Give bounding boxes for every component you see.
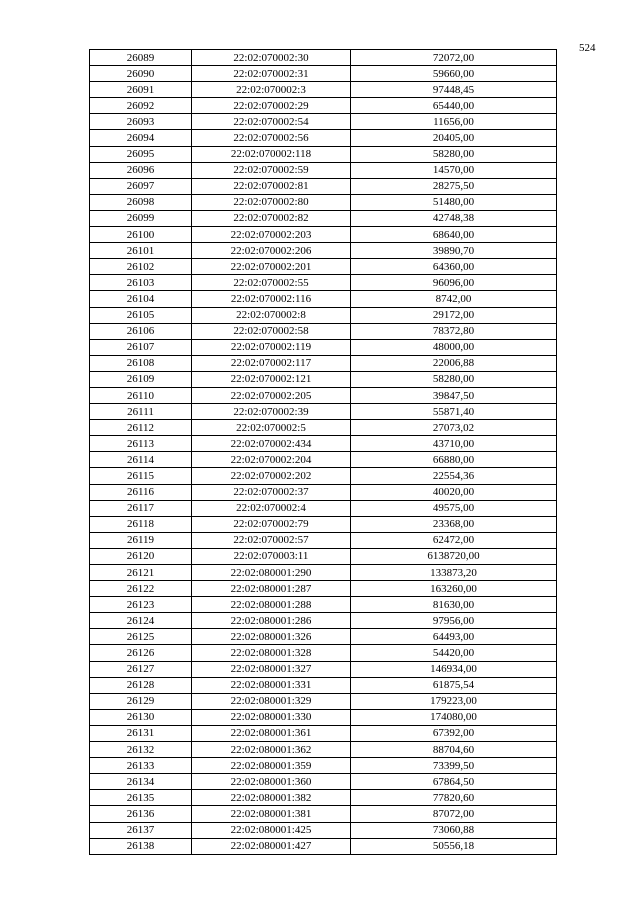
table-row xyxy=(90,82,557,98)
table-row xyxy=(90,178,557,194)
table-row xyxy=(90,613,557,629)
row-number-cell: 26117 xyxy=(90,500,192,516)
cadastral-number-cell: 22:02:070002:39 xyxy=(192,404,351,420)
cadastral-number-cell: 22:02:070002:56 xyxy=(192,130,351,146)
cadastral-number-cell: 22:02:070002:203 xyxy=(192,227,351,243)
row-number-cell: 26106 xyxy=(90,323,192,339)
value-cell: 59660,00 xyxy=(351,66,557,82)
cadastral-number-cell: 22:02:070002:201 xyxy=(192,259,351,275)
row-number-cell: 26128 xyxy=(90,677,192,693)
table-row xyxy=(90,532,557,548)
cadastral-number-cell: 22:02:070002:205 xyxy=(192,387,351,403)
value-cell: 65440,00 xyxy=(351,98,557,114)
table-row xyxy=(90,548,557,564)
row-number-cell: 26094 xyxy=(90,130,192,146)
row-number-cell: 26131 xyxy=(90,725,192,741)
cadastral-number-cell: 22:02:070002:204 xyxy=(192,452,351,468)
table-row xyxy=(90,355,557,371)
table-row xyxy=(90,146,557,162)
row-number-cell: 26124 xyxy=(90,613,192,629)
table-row xyxy=(90,323,557,339)
row-number-cell: 26100 xyxy=(90,227,192,243)
value-cell: 51480,00 xyxy=(351,194,557,210)
row-number-cell: 26092 xyxy=(90,98,192,114)
row-number-cell: 26108 xyxy=(90,355,192,371)
value-cell: 40020,00 xyxy=(351,484,557,500)
table-row xyxy=(90,709,557,725)
value-cell: 22006,88 xyxy=(351,355,557,371)
cadastral-number-cell: 22:02:080001:425 xyxy=(192,822,351,838)
page-number: 524 xyxy=(579,42,596,54)
cadastral-number-cell: 22:02:070002:55 xyxy=(192,275,351,291)
value-cell: 77820,60 xyxy=(351,790,557,806)
value-cell: 50556,18 xyxy=(351,838,557,854)
row-number-cell: 26107 xyxy=(90,339,192,355)
value-cell: 67864,50 xyxy=(351,774,557,790)
value-cell: 62472,00 xyxy=(351,532,557,548)
value-cell: 179223,00 xyxy=(351,693,557,709)
row-number-cell: 26097 xyxy=(90,178,192,194)
cadastral-number-cell: 22:02:070002:54 xyxy=(192,114,351,130)
value-cell: 23368,00 xyxy=(351,516,557,532)
cadastral-number-cell: 22:02:070002:59 xyxy=(192,162,351,178)
cadastral-number-cell: 22:02:070002:81 xyxy=(192,178,351,194)
cadastral-number-cell: 22:02:070002:116 xyxy=(192,291,351,307)
value-cell: 174080,00 xyxy=(351,709,557,725)
cadastral-number-cell: 22:02:080001:427 xyxy=(192,838,351,854)
row-number-cell: 26122 xyxy=(90,581,192,597)
value-cell: 54420,00 xyxy=(351,645,557,661)
value-cell: 81630,00 xyxy=(351,597,557,613)
table-row xyxy=(90,597,557,613)
table-row xyxy=(90,822,557,838)
value-cell: 49575,00 xyxy=(351,500,557,516)
cadastral-number-cell: 22:02:070002:30 xyxy=(192,50,351,66)
table-row xyxy=(90,339,557,355)
table-row xyxy=(90,404,557,420)
table-row xyxy=(90,275,557,291)
row-number-cell: 26115 xyxy=(90,468,192,484)
value-cell: 88704,60 xyxy=(351,742,557,758)
row-number-cell: 26090 xyxy=(90,66,192,82)
value-cell: 87072,00 xyxy=(351,806,557,822)
value-cell: 163260,00 xyxy=(351,581,557,597)
cadastral-number-cell: 22:02:070002:3 xyxy=(192,82,351,98)
cadastral-number-cell: 22:02:070002:8 xyxy=(192,307,351,323)
row-number-cell: 26096 xyxy=(90,162,192,178)
table-row xyxy=(90,693,557,709)
value-cell: 61875,54 xyxy=(351,677,557,693)
table-row xyxy=(90,194,557,210)
row-number-cell: 26113 xyxy=(90,436,192,452)
value-cell: 20405,00 xyxy=(351,130,557,146)
table-row xyxy=(90,420,557,436)
table-row xyxy=(90,725,557,741)
cadastral-number-cell: 22:02:070002:5 xyxy=(192,420,351,436)
table-row xyxy=(90,742,557,758)
table-row xyxy=(90,243,557,259)
cadastral-number-cell: 22:02:080001:361 xyxy=(192,725,351,741)
row-number-cell: 26095 xyxy=(90,146,192,162)
value-cell: 72072,00 xyxy=(351,50,557,66)
row-number-cell: 26114 xyxy=(90,452,192,468)
value-cell: 64360,00 xyxy=(351,259,557,275)
cadastral-number-cell: 22:02:080001:327 xyxy=(192,661,351,677)
cadastral-number-cell: 22:02:080001:381 xyxy=(192,806,351,822)
row-number-cell: 26099 xyxy=(90,210,192,226)
cadastral-number-cell: 22:02:070002:206 xyxy=(192,243,351,259)
row-number-cell: 26130 xyxy=(90,709,192,725)
value-cell: 73399,50 xyxy=(351,758,557,774)
table-row xyxy=(90,114,557,130)
table-row xyxy=(90,436,557,452)
row-number-cell: 26104 xyxy=(90,291,192,307)
cadastral-number-cell: 22:02:080001:288 xyxy=(192,597,351,613)
value-cell: 8742,00 xyxy=(351,291,557,307)
row-number-cell: 26132 xyxy=(90,742,192,758)
value-cell: 6138720,00 xyxy=(351,548,557,564)
cadastral-number-cell: 22:02:070002:118 xyxy=(192,146,351,162)
table-row xyxy=(90,259,557,275)
value-cell: 58280,00 xyxy=(351,146,557,162)
cadastral-number-cell: 22:02:080001:287 xyxy=(192,581,351,597)
table-row xyxy=(90,452,557,468)
cadastral-number-cell: 22:02:070002:31 xyxy=(192,66,351,82)
row-number-cell: 26105 xyxy=(90,307,192,323)
value-cell: 14570,00 xyxy=(351,162,557,178)
row-number-cell: 26116 xyxy=(90,484,192,500)
cadastral-number-cell: 22:02:080001:330 xyxy=(192,709,351,725)
row-number-cell: 26120 xyxy=(90,548,192,564)
cadastral-number-cell: 22:02:080001:290 xyxy=(192,565,351,581)
value-cell: 28275,50 xyxy=(351,178,557,194)
row-number-cell: 26133 xyxy=(90,758,192,774)
row-number-cell: 26091 xyxy=(90,82,192,98)
value-cell: 97956,00 xyxy=(351,613,557,629)
cadastral-number-cell: 22:02:070002:121 xyxy=(192,371,351,387)
table-row xyxy=(90,774,557,790)
value-cell: 133873,20 xyxy=(351,565,557,581)
table-row xyxy=(90,677,557,693)
cadastral-number-cell: 22:02:080001:328 xyxy=(192,645,351,661)
table-row xyxy=(90,387,557,403)
cadastral-number-cell: 22:02:070002:29 xyxy=(192,98,351,114)
cadastral-number-cell: 22:02:070002:80 xyxy=(192,194,351,210)
value-cell: 39847,50 xyxy=(351,387,557,403)
value-cell: 67392,00 xyxy=(351,725,557,741)
row-number-cell: 26103 xyxy=(90,275,192,291)
cadastral-number-cell: 22:02:080001:331 xyxy=(192,677,351,693)
row-number-cell: 26127 xyxy=(90,661,192,677)
cadastral-number-cell: 22:02:070002:58 xyxy=(192,323,351,339)
cadastral-number-cell: 22:02:080001:359 xyxy=(192,758,351,774)
table-row xyxy=(90,227,557,243)
table-row xyxy=(90,758,557,774)
row-number-cell: 26126 xyxy=(90,645,192,661)
row-number-cell: 26135 xyxy=(90,790,192,806)
table-row xyxy=(90,210,557,226)
value-cell: 29172,00 xyxy=(351,307,557,323)
table-row xyxy=(90,468,557,484)
row-number-cell: 26101 xyxy=(90,243,192,259)
cadastral-number-cell: 22:02:070003:11 xyxy=(192,548,351,564)
cadastral-number-cell: 22:02:080001:382 xyxy=(192,790,351,806)
table-row xyxy=(90,484,557,500)
table-row xyxy=(90,162,557,178)
cadastral-number-cell: 22:02:080001:326 xyxy=(192,629,351,645)
cadastral-number-cell: 22:02:080001:360 xyxy=(192,774,351,790)
cadastral-number-cell: 22:02:070002:82 xyxy=(192,210,351,226)
value-cell: 97448,45 xyxy=(351,82,557,98)
table-row xyxy=(90,581,557,597)
row-number-cell: 26138 xyxy=(90,838,192,854)
row-number-cell: 26121 xyxy=(90,565,192,581)
cadastral-number-cell: 22:02:070002:57 xyxy=(192,532,351,548)
table-row xyxy=(90,790,557,806)
value-cell: 43710,00 xyxy=(351,436,557,452)
value-cell: 42748,38 xyxy=(351,210,557,226)
row-number-cell: 26129 xyxy=(90,693,192,709)
cadastral-number-cell: 22:02:070002:37 xyxy=(192,484,351,500)
cadastral-number-cell: 22:02:080001:362 xyxy=(192,742,351,758)
value-cell: 48000,00 xyxy=(351,339,557,355)
cadastral-number-cell: 22:02:080001:329 xyxy=(192,693,351,709)
row-number-cell: 26110 xyxy=(90,387,192,403)
cadastral-number-cell: 22:02:070002:202 xyxy=(192,468,351,484)
table-row xyxy=(90,98,557,114)
row-number-cell: 26137 xyxy=(90,822,192,838)
row-number-cell: 26134 xyxy=(90,774,192,790)
value-cell: 27073,02 xyxy=(351,420,557,436)
table-row xyxy=(90,307,557,323)
value-cell: 22554,36 xyxy=(351,468,557,484)
value-cell: 66880,00 xyxy=(351,452,557,468)
registry-table-body xyxy=(90,50,557,855)
registry-table xyxy=(89,49,557,855)
table-row xyxy=(90,500,557,516)
value-cell: 39890,70 xyxy=(351,243,557,259)
cadastral-number-cell: 22:02:070002:4 xyxy=(192,500,351,516)
cadastral-number-cell: 22:02:080001:286 xyxy=(192,613,351,629)
row-number-cell: 26136 xyxy=(90,806,192,822)
table-row xyxy=(90,661,557,677)
value-cell: 11656,00 xyxy=(351,114,557,130)
row-number-cell: 26102 xyxy=(90,259,192,275)
table-row xyxy=(90,130,557,146)
row-number-cell: 26109 xyxy=(90,371,192,387)
value-cell: 68640,00 xyxy=(351,227,557,243)
row-number-cell: 26112 xyxy=(90,420,192,436)
row-number-cell: 26123 xyxy=(90,597,192,613)
value-cell: 55871,40 xyxy=(351,404,557,420)
table-row xyxy=(90,629,557,645)
table-row xyxy=(90,565,557,581)
cadastral-number-cell: 22:02:070002:117 xyxy=(192,355,351,371)
cadastral-number-cell: 22:02:070002:119 xyxy=(192,339,351,355)
value-cell: 96096,00 xyxy=(351,275,557,291)
table-row xyxy=(90,806,557,822)
table-row xyxy=(90,516,557,532)
value-cell: 73060,88 xyxy=(351,822,557,838)
row-number-cell: 26118 xyxy=(90,516,192,532)
value-cell: 146934,00 xyxy=(351,661,557,677)
row-number-cell: 26125 xyxy=(90,629,192,645)
table-row xyxy=(90,291,557,307)
value-cell: 78372,80 xyxy=(351,323,557,339)
table-row xyxy=(90,371,557,387)
row-number-cell: 26111 xyxy=(90,404,192,420)
row-number-cell: 26119 xyxy=(90,532,192,548)
table-row xyxy=(90,50,557,66)
row-number-cell: 26089 xyxy=(90,50,192,66)
value-cell: 64493,00 xyxy=(351,629,557,645)
cadastral-number-cell: 22:02:070002:79 xyxy=(192,516,351,532)
value-cell: 58280,00 xyxy=(351,371,557,387)
cadastral-number-cell: 22:02:070002:434 xyxy=(192,436,351,452)
row-number-cell: 26098 xyxy=(90,194,192,210)
table-row xyxy=(90,66,557,82)
table-row xyxy=(90,838,557,854)
table-row xyxy=(90,645,557,661)
row-number-cell: 26093 xyxy=(90,114,192,130)
